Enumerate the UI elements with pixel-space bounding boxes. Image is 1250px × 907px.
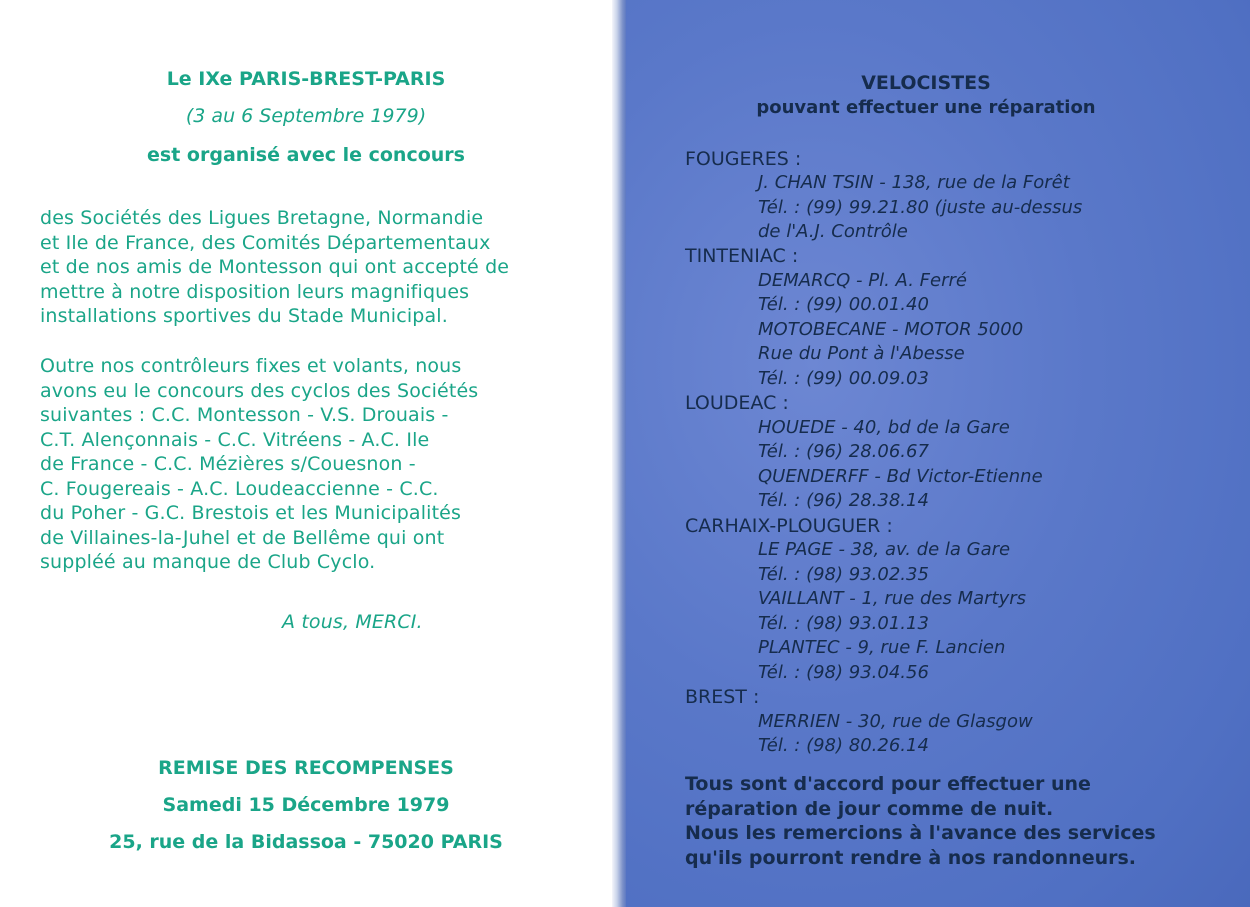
town-heading: BREST : (685, 686, 760, 708)
paragraph-line: des Sociétés des Ligues Bretagne, Normandie (40, 207, 484, 229)
paragraph-line: C.T. Alençonnais - C.C. Vitréens - A.C. Ile (40, 428, 430, 451)
town-heading: LOUDEAC : (685, 392, 789, 414)
repairer-line: Tél. : (98) 93.01.13 (758, 612, 929, 634)
repairer-line: PLANTEC - 9, rue F. Lancien (758, 637, 1006, 658)
repairers-title: VELOCISTES (861, 72, 991, 94)
repairer-line: J. CHAN TSIN - 138, rue de la Forêt (758, 172, 1070, 193)
event-dates: (3 au 6 Septembre 1979) (185, 105, 427, 127)
closing-line: Tous sont d'accord pour effectuer une (685, 773, 1091, 795)
event-title: Le IXe PARIS-BREST-PARIS (166, 68, 446, 90)
repairer-line: Tél. : (98) 93.02.35 (758, 563, 929, 585)
repairer-line: Tél. : (99) 00.01.40 (758, 294, 929, 315)
paragraph-line: de Villaines-la-Juhel et de Bellême qui ont (40, 526, 445, 549)
awards-title: REMISE DES RECOMPENSES (158, 757, 454, 779)
paragraph-line: C. Fougereais - A.C. Loudeaccienne - C.C. (40, 477, 439, 500)
repairer-line: Tél. : (99) 99.21.80 (juste au-dessus (758, 196, 1083, 218)
repairers-subtitle: pouvant effectuer une réparation (756, 97, 1096, 118)
repairer-line: VAILLANT - 1, rue des Martyrs (758, 588, 1027, 609)
paragraph-line: du Poher - G.C. Brestois et les Municipalités (40, 502, 462, 524)
repairer-line: MOTOBECANE - MOTOR 5000 (758, 318, 1024, 340)
repairer-line: HOUEDE - 40, bd de la Gare (758, 416, 1010, 438)
closing-line: qu'ils pourront rendre à nos randonneurs. (685, 846, 1137, 869)
town-heading: CARHAIX-PLOUGUER : (685, 514, 893, 537)
paragraph-line: et de nos amis de Montesson qui ont accepté de (40, 256, 510, 278)
event-subtitle: est organisé avec le concours (147, 144, 465, 166)
repairer-line: DEMARCQ - Pl. A. Ferré (758, 269, 967, 291)
paragraph-line: avons eu le concours des cyclos des Sociétés (40, 379, 479, 402)
paragraph-line: Outre nos contrôleurs fixes et volants, nous (40, 355, 462, 377)
repairer-line: de l'A.J. Contrôle (758, 221, 908, 242)
town-heading: TINTENIAC : (685, 245, 799, 267)
closing-line: réparation de jour comme de nuit. (685, 797, 1054, 820)
repairer-line: QUENDERFF - Bd Victor-Etienne (758, 465, 1043, 487)
repairer-line: Tél. : (96) 28.06.67 (758, 441, 929, 462)
repairer-line: Rue du Pont à l'Abesse (758, 343, 965, 364)
repairer-line: LE PAGE - 38, av. de la Gare (758, 539, 1011, 560)
closing-line: Nous les remercions à l'avance des services (685, 822, 1156, 844)
paragraph-line: mettre à notre disposition leurs magnifiques (40, 280, 470, 303)
paragraph-line: et Ile de France, des Comités Départementaux (40, 231, 491, 254)
page-fold (612, 0, 626, 907)
repairer-line: Tél. : (96) 28.38.14 (758, 490, 929, 511)
repairer-line: Tél. : (99) 00.09.03 (758, 367, 929, 389)
paragraph-line: installations sportives du Stade Municipal. (40, 305, 448, 327)
paragraph-line: de France - C.C. Mézières s/Couesnon - (40, 453, 416, 475)
repairer-line: MERRIEN - 30, rue de Glasgow (758, 710, 1033, 732)
right-page (626, 0, 1250, 907)
paragraph-line: suivantes : C.C. Montesson - V.S. Drouais - (40, 404, 449, 426)
awards-date: Samedi 15 Décembre 1979 (162, 794, 450, 816)
thanks-text: A tous, MERCI. (282, 611, 423, 633)
repairer-line: Tél. : (98) 80.26.14 (758, 735, 929, 756)
town-heading: FOUGERES : (685, 148, 802, 170)
paragraph-line: suppléé au manque de Club Cyclo. (40, 551, 376, 573)
repairer-line: Tél. : (98) 93.04.56 (758, 661, 929, 683)
left-page (0, 0, 612, 907)
awards-address: 25, rue de la Bidassoa - 75020 PARIS (109, 831, 503, 853)
